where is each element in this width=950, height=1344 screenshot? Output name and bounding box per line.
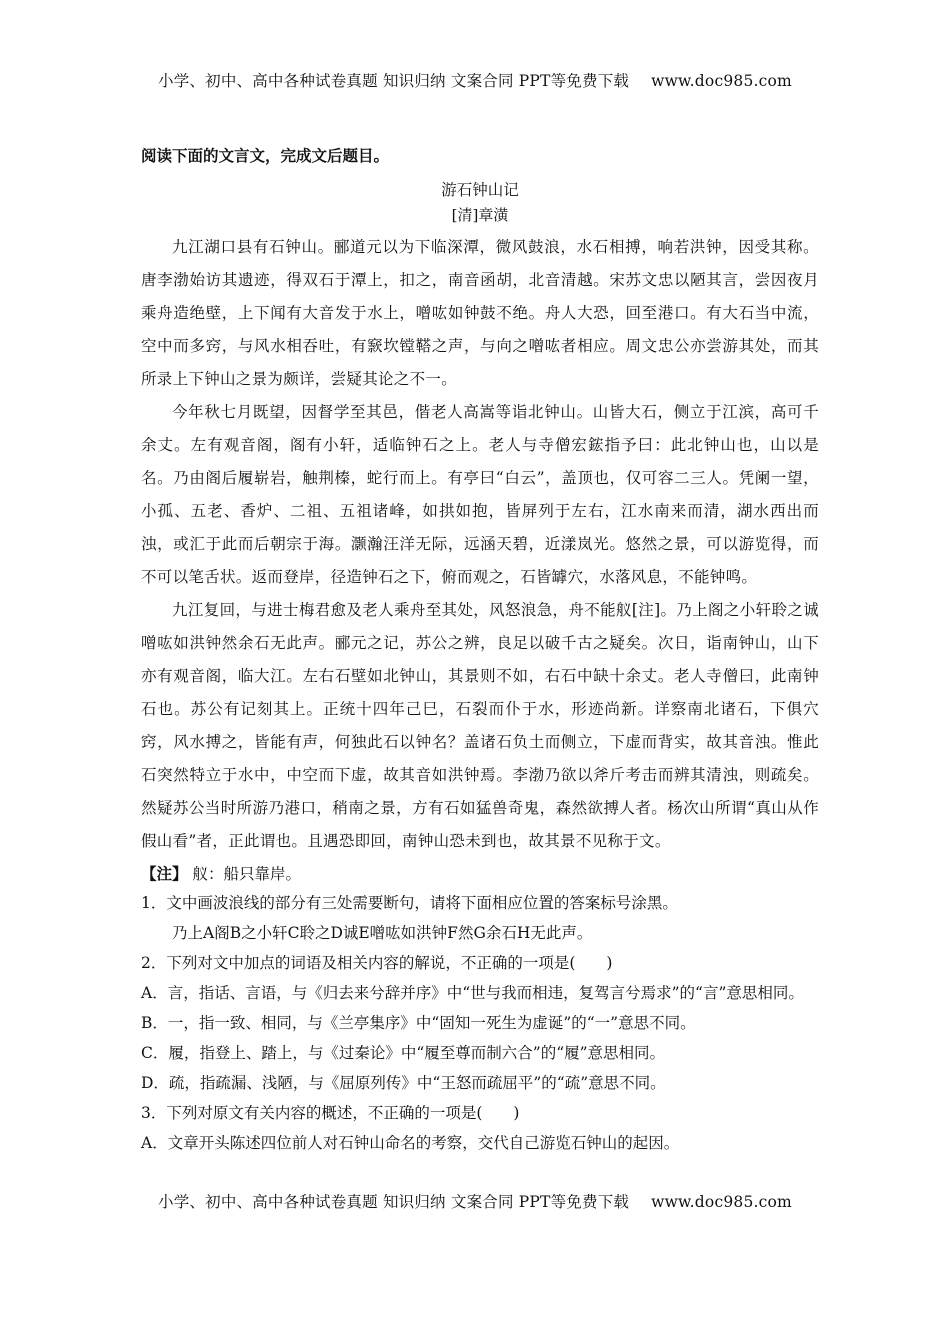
footnote-text: 舣：船只靠岸。 xyxy=(192,865,301,883)
document-body xyxy=(141,144,819,1158)
question-2-option-d: D．疏，指疏漏、浅陋，与《屈原列传》中“王怒而疏屈平”的“疏”意思不同。 xyxy=(141,1074,666,1092)
footer-text: 小学、初中、高中各种试卷真题 知识归纳 文案合同 PPT等免费下载 xyxy=(158,1193,630,1211)
page-footer xyxy=(0,1190,950,1212)
question-2-option-b: B．一，指一致、相同，与《兰亭集序》中“固知一死生为虚诞”的“一”意思不同。 xyxy=(141,1014,696,1032)
passage-author: [清]章潢 xyxy=(451,206,509,224)
question-1-stem: 1．文中画波浪线的部分有三处需要断句，请将下面相应位置的答案标号涂黑。 xyxy=(141,894,678,912)
paragraph-2: 今年秋七月既望，因督学至其邑，偕老人高嵩等诣北钟山。山皆大石，侧立于江滨，高可千余丈。左有观音阁，阁有小轩，适临钟石之上。老人与寺僧宏鋐指予曰：此北钟山也，山以是名。乃由阁后履崭岩，触荆榛，蛇行而上。有亭曰“白云”，盖顶也，仅可容二三人。凭阑一望，小孤、五老、香炉、二祖、五祖诸峰，如拱如抱，皆屏列于左右，江水南来而清，湖水西出而浊，或汇于此而后朝宗于海。灏瀚汪洋无际，远涵天碧，近漾岚光。悠然之景，可以游览得，而不可以笔舌状。返而登岸，径造钟石之下，俯而观之，石皆罅穴，水落风息，不能钟鸣。 xyxy=(141,403,819,586)
question-3-option-a: A．文章开头陈述四位前人对石钟山命名的考察，交代自己游览石钟山的起因。 xyxy=(141,1134,680,1152)
footnote-label: 【注】 xyxy=(141,864,188,883)
header-url[interactable]: www.doc985.com xyxy=(651,72,792,90)
footer-url[interactable]: www.doc985.com xyxy=(651,1193,792,1211)
question-3-stem: 3．下列对原文有关内容的概述，不正确的一项是( ) xyxy=(141,1104,520,1122)
page-header xyxy=(0,69,950,91)
paragraph-3: 九江复回，与进士梅君愈及老人乘舟至其处，风怒浪急，舟不能舣[注]。乃上阁之小轩聆之诚噌吰如洪钟然余石无此声。郦元之记，苏公之辨，良足以破千古之疑矣。次日，诣南钟山，山下亦有观音阁，临大江。左右石壁如北钟山，其景则不如，右石中缺十余丈。老人寺僧曰，此南钟石也。苏公有记刻其上。正统十四年己巳，石裂而仆于水，形迹尚新。详察南北诸石，下俱穴窍，风水搏之，皆能有声，何独此石以钟名？盖诸石负土而侧立，下虚而背实，故其音浊。惟此石突然特立于水中，中空而下虚，故其音如洪钟焉。李渤乃欲以斧斤考击而辨其清浊，则疏矣。然疑苏公当时所游乃港口，稍南之景，方有石如猛兽奇鬼，森然欲搏人者。杨次山所谓“真山从作假山看”者，正此谓也。且遇恐即回，南钟山恐未到也，故其景不见称于文。 xyxy=(141,601,819,850)
question-2-option-c: C．履，指登上、踏上，与《过秦论》中“履至尊而制六合”的“履”意思相同。 xyxy=(141,1044,666,1062)
header-text: 小学、初中、高中各种试卷真题 知识归纳 文案合同 PPT等免费下载 xyxy=(158,72,630,90)
question-2-stem: 2．下列对文中加点的词语及相关内容的解说，不正确的一项是( ) xyxy=(141,954,613,972)
instruction: 阅读下面的文言文，完成文后题目。 xyxy=(141,146,390,165)
passage-title: 游石钟山记 xyxy=(441,181,519,199)
question-2-option-a: A．言，指话、言语，与《归去来兮辞并序》中“世与我而相违，复驾言兮焉求”的“言”意思相同。 xyxy=(141,984,804,1002)
question-1-line: 乃上A阁B之小轩C聆之D诚E噌吰如洪钟F然G余石H无此声。 xyxy=(172,924,593,942)
footnote xyxy=(141,860,819,888)
paragraph-1: 九江湖口县有石钟山。郦道元以为下临深潭，微风鼓浪，水石相搏，响若洪钟，因受其称。唐李渤始访其遗迹，得双石于潭上，扣之，南音函胡，北音清越。宋苏文忠以陋其言，尝因夜月乘舟造绝壁，上下闻有大音发于水上，噌吰如钟鼓不绝。舟人大恐，回至港口。有大石当中流，空中而多窍，与风水相吞吐，有窾坎镗鞳之声，与向之噌吰者相应。周文忠公亦尝游其处，而其所录上下钟山之景为颇详，尝疑其论之不一。 xyxy=(141,238,819,388)
